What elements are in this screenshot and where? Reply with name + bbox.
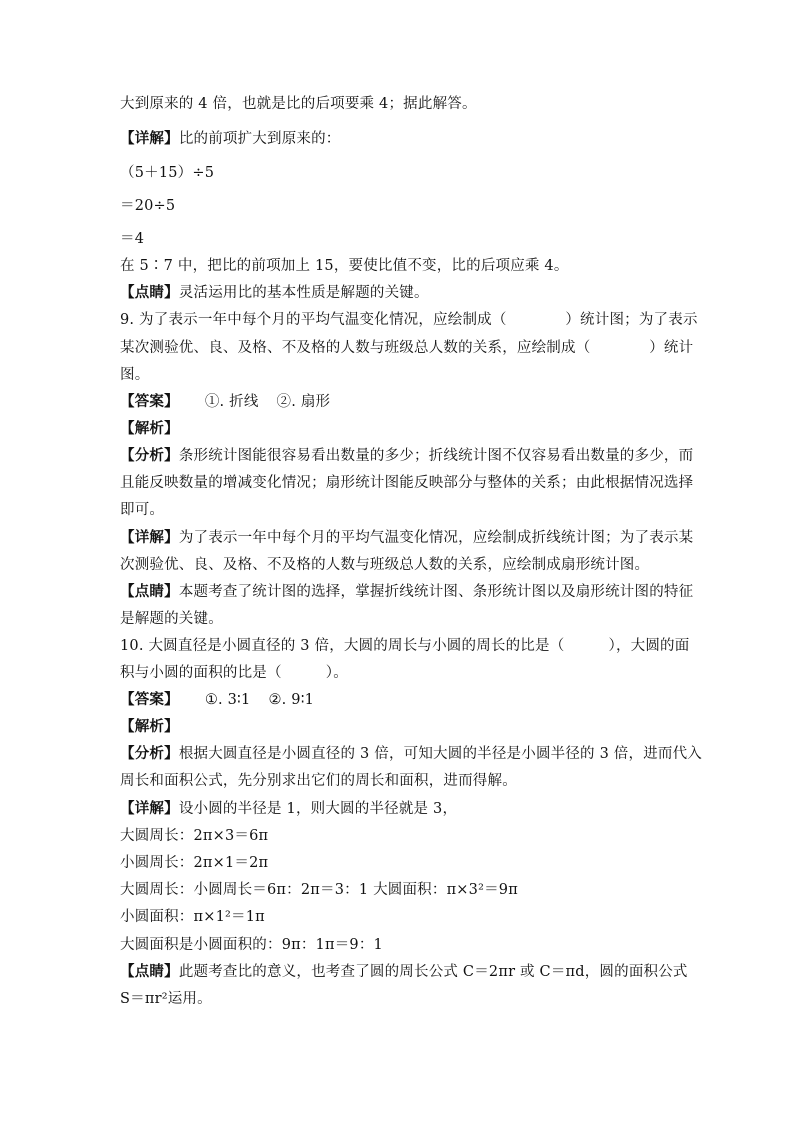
q9-stem3: 图。 [120,367,150,383]
q9-answer-1: ①. 折线 [204,394,259,410]
q9-fenxi-text1: 条形统计图能很容易看出数量的多少；折线统计图不仅容易看出数量的多少，而 [178,448,694,464]
q10-answer-2: ②. 9∶1 [268,692,315,708]
q8-detail-row [120,129,341,149]
q8-detail-text: 比的前项扩大到原来的： [178,131,341,147]
q9-stem2: 某次测验优、良、及格、不及格的人数与班级总人数的关系，应绘制成（ ）统计 [120,340,694,356]
q8-point-row [120,283,429,303]
q10-answer-1: ①. 3∶1 [204,692,251,708]
q10-fenxi-text1: 根据大圆直径是小圆直径的 3 倍，可知大圆的半径是小圆半径的 3 倍，进而代入 [178,746,702,762]
q10-calc1: 大圆周长：2π×3＝6π [120,828,269,844]
q8-calc3: ＝4 [120,231,145,247]
detail-tag: 【详解】 [120,530,179,546]
q9-analysis-tag [120,419,179,439]
q8-conclusion: 在 5∶7 中，把比的前项加上 15，要使比值不变，比的后项应乘 4。 [120,258,569,274]
analysis-tag: 【解析】 [120,421,179,437]
q9-fenxi-row1 [120,446,693,466]
q8-calc2: ＝20÷5 [120,198,176,214]
q10-point-row2: S＝πr²运用。 [120,991,212,1007]
q8-point-text: 灵活运用比的基本性质是解题的关键。 [178,285,429,301]
fenxi-tag: 【分析】 [120,746,179,762]
answer-tag: 【答案】 [120,394,179,410]
q9-fenxi-row2: 且能反映数量的增减变化情况；扇形统计图能反映部分与整体的关系；由此根据情况选择 [120,475,694,491]
q9-fenxi-row3: 即可。 [120,502,165,518]
q9-detail-row2: 次测验优、良、及格、不及格的人数与班级总人数的关系，应绘制成扇形统计图。 [120,557,650,573]
q8-calc1: （5＋15）÷5 [120,165,215,181]
q9-point-row2: 是解题的关键。 [120,611,223,627]
q10-detail-row [120,799,457,819]
q10-calc2: 小圆周长：2π×1＝2π [120,855,269,871]
q10-point-text1: 此题考查比的意义，也考查了圆的周长公式 C＝2πr 或 C＝πd，圆的面积公式 [178,964,688,980]
q10-fenxi-row1 [120,744,702,764]
q10-stem2: 积与小圆的面积的比是（ ）。 [120,665,348,681]
point-tag: 【点睛】 [120,964,179,980]
q9-point-text1: 本题考查了统计图的选择，掌握折线统计图、条形统计图以及扇形统计图的特征 [178,584,694,600]
q9-detail-text1: 为了表示一年中每个月的平均气温变化情况，应绘制成折线统计图；为了表示某 [178,530,694,546]
q10-calc3: 大圆周长：小圆周长＝6π：2π＝3：1 大圆面积：π×3²＝9π [120,882,518,898]
q9-stem1: 9. 为了表示一年中每个月的平均气温变化情况，应绘制成（ ）统计图；为了表示 [120,312,698,328]
q10-calc4: 小圆面积：π×1²＝1π [120,909,265,925]
point-tag: 【点睛】 [120,285,179,301]
q9-answer-row [120,392,330,412]
q9-detail-row1 [120,528,693,548]
q9-answer-2: ②. 扇形 [276,394,331,410]
analysis-tag: 【解析】 [120,719,179,735]
q9-point-row1 [120,582,693,602]
answer-tag: 【答案】 [120,692,179,708]
q8-line1: 大到原来的 4 倍，也就是比的后项要乘 4；据此解答。 [120,96,477,112]
detail-tag: 【详解】 [120,131,179,147]
q10-answer-row [120,690,314,710]
fenxi-tag: 【分析】 [120,448,179,464]
q10-point-row1 [120,962,688,982]
q10-analysis-tag [120,717,179,737]
q10-detail-text: 设小圆的半径是 1，则大圆的半径就是 3， [178,801,458,817]
q10-fenxi-row2: 周长和面积公式，先分别求出它们的周长和面积，进而得解。 [120,773,517,789]
q10-calc5: 大圆面积是小圆面积的：9π：1π＝9：1 [120,937,383,953]
q10-stem1: 10. 大圆直径是小圆直径的 3 倍，大圆的周长与小圆的周长的比是（ ），大圆的面 [120,638,690,654]
point-tag: 【点睛】 [120,584,179,600]
detail-tag: 【详解】 [120,801,179,817]
